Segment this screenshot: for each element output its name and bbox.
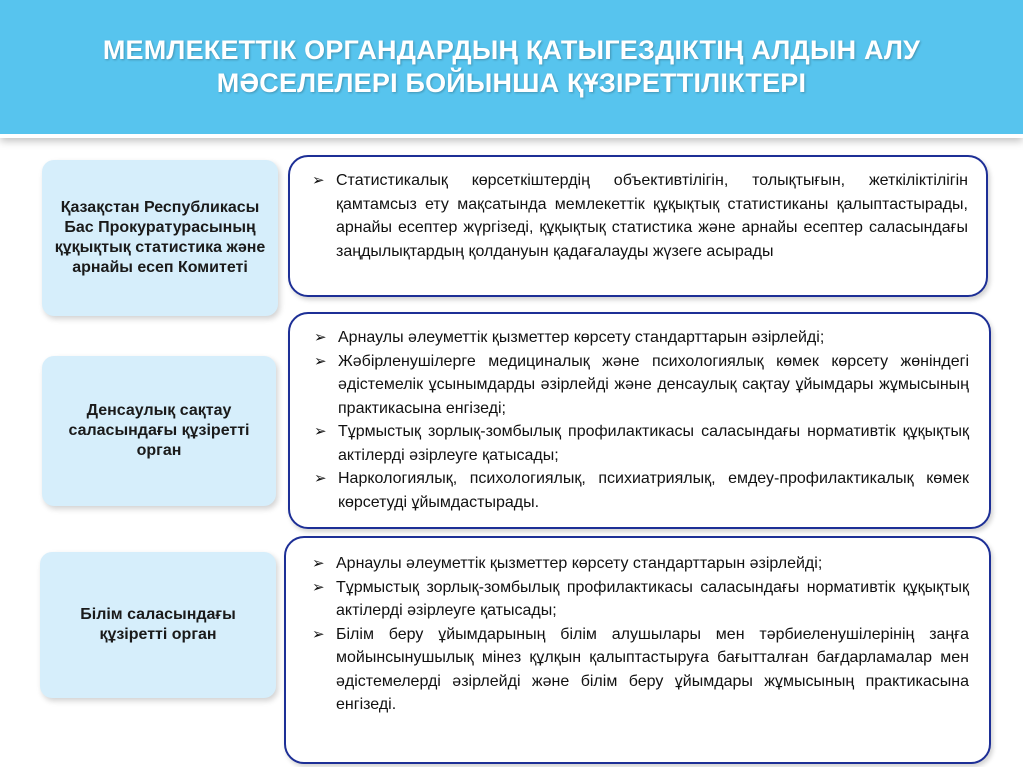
- agency-label: Денсаулық сақтау саласындағы құзіретті орган: [68, 402, 250, 459]
- page-title: МЕМЛЕКЕТТІК ОРГАНДАРДЫҢ ҚАТЫГЕЗДІКТІҢ АЛДЫН АЛУ МӘСЕЛЕЛЕРІ БОЙЫНША ҚҰЗІРЕТТІЛІКТЕРІ: [102, 35, 921, 98]
- duties-box-prosecutor-statistics: [288, 155, 988, 297]
- agency-label: Қазақстан Республикасы Бас Прокуратурасының құқықтық статистика және арнайы есеп Комитеті: [54, 199, 266, 276]
- duties-box-healthcare: [288, 312, 991, 529]
- duty-text: Тұрмыстық зорлық-зомбылық профилактикасы саласындағы нормативтік құқықтық актілерді әзірлеуге қатысады;: [338, 423, 969, 464]
- agency-label: Білім саласындағы құзіретті орган: [80, 606, 236, 643]
- duty-item: [308, 576, 969, 623]
- duty-item: [310, 467, 969, 514]
- arrow-bullet-icon: ➢: [312, 555, 325, 572]
- duty-item: [310, 350, 969, 421]
- agency-box-healthcare: [42, 356, 276, 506]
- duty-item: [308, 169, 968, 263]
- duty-item: [308, 623, 969, 717]
- arrow-bullet-icon: ➢: [312, 172, 325, 189]
- agency-box-prosecutor-statistics: [42, 160, 278, 316]
- duty-text: Білім беру ұйымдарының білім алушылары мен тәрбиеленушілерінің заңға мойынсынушылық мінез құлқын қалыптастыруға бағытталған бағдарламалар мен әдістемелерді әзірлейді және білім беру ұйымдары жұмысының практикасына енгізеді.: [336, 625, 969, 713]
- arrow-bullet-icon: ➢: [312, 625, 325, 643]
- title-banner: [0, 0, 1023, 138]
- arrow-bullet-icon: ➢: [314, 329, 327, 346]
- duty-item: [310, 420, 969, 467]
- arrow-bullet-icon: ➢: [312, 578, 325, 596]
- duties-box-education: [284, 536, 991, 764]
- duty-item: [308, 552, 969, 576]
- duty-text: Жәбірленушілерге медициналық және психологиялық көмек көрсету жөніндегі әдістемелік ұсынымдарды әзірлейді және денсаулық сақтау ұйымдары жұмысының практикасына енгізеді;: [338, 352, 969, 417]
- agency-box-education: [40, 552, 276, 698]
- arrow-bullet-icon: ➢: [314, 423, 327, 440]
- duty-text: Наркологиялық, психологиялық, психиатриялық, емдеу-профилактикалық көмек көрсетуді ұйымдастырады.: [338, 470, 969, 511]
- arrow-bullet-icon: ➢: [314, 470, 327, 487]
- duty-item: [310, 326, 969, 350]
- duty-text: Арнаулы әлеуметтік қызметтер көрсету стандарттарын әзірлейді;: [338, 329, 825, 346]
- duty-text: Арнаулы әлеуметтік қызметтер көрсету стандарттарын әзірлейді;: [336, 555, 823, 572]
- duty-text: Статистикалық көрсеткіштердің объективтілігін, толықтығын, жеткіліктілігін қамтамсыз ету мақсатында мемлекеттік құқықтық статистиканы қалыптастырады, арнайы есептер жүргізеді, құқықтық статистика және арнайы есептер саласындағы заңдылықтардың қолдануын қадағалауды жүзеге асырады: [336, 172, 968, 260]
- duty-text: Тұрмыстық зорлық-зомбылық профилактикасы саласындағы нормативтік құқықтық актілерді әзірлеуге қатысады;: [336, 578, 969, 619]
- arrow-bullet-icon: ➢: [314, 352, 327, 370]
